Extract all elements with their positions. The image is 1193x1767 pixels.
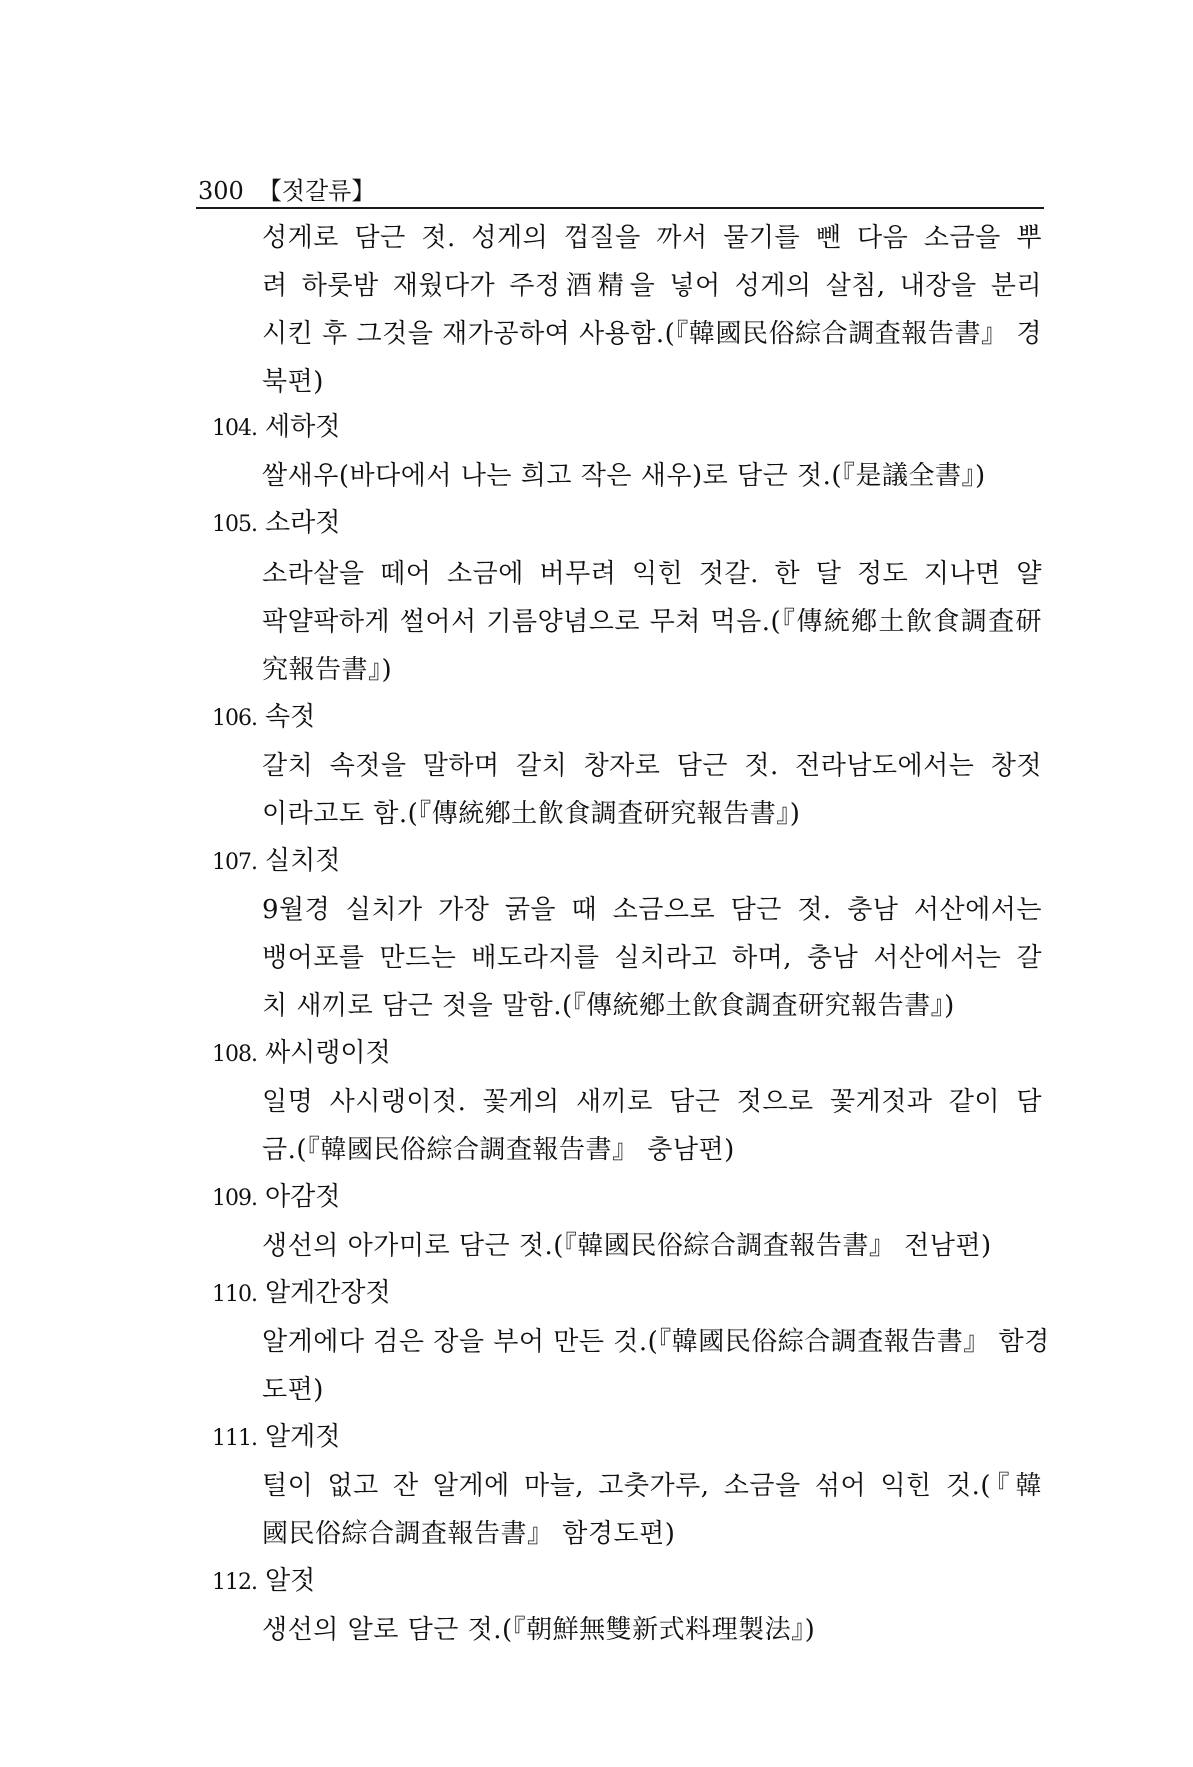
text-line: 시킨 후 그것을 재가공하여 사용함.(『韓國民俗綜合調査報告書』 경: [262, 319, 1042, 349]
entry-heading: [212, 1180, 340, 1216]
text-line: 소라살을 떼어 소금에 버무려 익힌 젓갈. 한 달 정도 지나면 얄: [262, 559, 1042, 589]
entry-title: 알게젓: [264, 1422, 341, 1452]
entry-title: 세하젓: [264, 412, 341, 442]
entry-number: 108.: [212, 1042, 257, 1067]
text-line: 갈치 속젓을 말하며 갈치 창자로 담근 젓. 전라남도에서는 창젓: [262, 751, 1042, 781]
entry-title: 알게간장젓: [264, 1278, 391, 1308]
section-title: 【젓갈류】: [257, 177, 376, 205]
entry-title: 속젓: [264, 702, 316, 732]
entry-number: 111.: [212, 1426, 257, 1451]
text-line: 털이 없고 잔 알게에 마늘, 고춧가루, 소금을 섞어 익힌 것.(『韓: [262, 1471, 1042, 1501]
entry-title: 소라젓: [264, 508, 341, 538]
text-line: 國民俗綜合調査報告書』 함경도편): [262, 1519, 676, 1549]
entry-number: 106.: [212, 706, 257, 731]
text-line: 9월경 실치가 가장 굵을 때 소금으로 담근 젓. 충남 서산에서는: [262, 895, 1042, 925]
entry-number: 109.: [212, 1186, 257, 1211]
entry-number: 105.: [212, 512, 257, 537]
entry-title: 실치젓: [264, 846, 341, 876]
text-line: 생선의 알로 담근 젓.(『朝鮮無雙新式料理製法』): [262, 1615, 816, 1645]
text-line: 팍얄팍하게 썰어서 기름양념으로 무쳐 먹음.(『傳統鄕土飮食調査研: [262, 607, 1042, 637]
text-line: 일명 사시랭이젓. 꽃게의 새끼로 담근 젓으로 꽃게젓과 같이 담: [262, 1087, 1042, 1117]
entry-heading: [212, 844, 340, 880]
text-line: 려 하룻밤 재웠다가 주정酒精을 넣어 성게의 살침, 내장을 분리: [262, 271, 1042, 301]
entry-number: 104.: [212, 416, 257, 441]
entry-heading: [212, 506, 340, 542]
text-line: 이라고도 함.(『傳統鄕土飮食調査研究報告書』): [262, 799, 801, 829]
entry-heading: [212, 1564, 315, 1600]
text-line: 금.(『韓國民俗綜合調査報告書』 충남편): [262, 1135, 735, 1165]
entry-number: 112.: [212, 1570, 257, 1595]
text-line: 알게에다 검은 장을 부어 만든 것.(『韓國民俗綜合調査報告書』 함경: [262, 1327, 1050, 1357]
entry-title: 알젓: [264, 1566, 316, 1596]
entry-heading: [212, 1420, 340, 1456]
entry-number: 110.: [212, 1282, 257, 1307]
entry-heading: [212, 1036, 391, 1072]
text-line: 성게로 담근 젓. 성게의 껍질을 까서 물기를 뺀 다음 소금을 뿌: [262, 223, 1042, 253]
text-line: 쌀새우(바다에서 나는 희고 작은 새우)로 담근 젓.(『是議全書』): [262, 461, 986, 491]
entry-heading: [212, 410, 340, 446]
running-head: [198, 176, 375, 206]
entry-heading: [212, 700, 315, 736]
text-line: 북편): [262, 367, 324, 397]
text-line: 치 새끼로 담근 젓을 말함.(『傳統鄕土飮食調査研究報告書』): [262, 991, 955, 1021]
page-number: 300: [198, 177, 244, 205]
entry-title: 아감젓: [264, 1182, 341, 1212]
text-line: 도편): [262, 1375, 324, 1405]
entry-title: 싸시랭이젓: [264, 1038, 391, 1068]
entry-heading: [212, 1276, 391, 1312]
text-line: 뱅어포를 만드는 배도라지를 실치라고 하며, 충남 서산에서는 갈: [262, 943, 1042, 973]
header-rule: [196, 207, 1044, 209]
text-line: 究報告書』): [262, 655, 393, 685]
entry-number: 107.: [212, 850, 257, 875]
text-line: 생선의 아가미로 담근 젓.(『韓國民俗綜合調査報告書』 전남편): [262, 1231, 992, 1261]
